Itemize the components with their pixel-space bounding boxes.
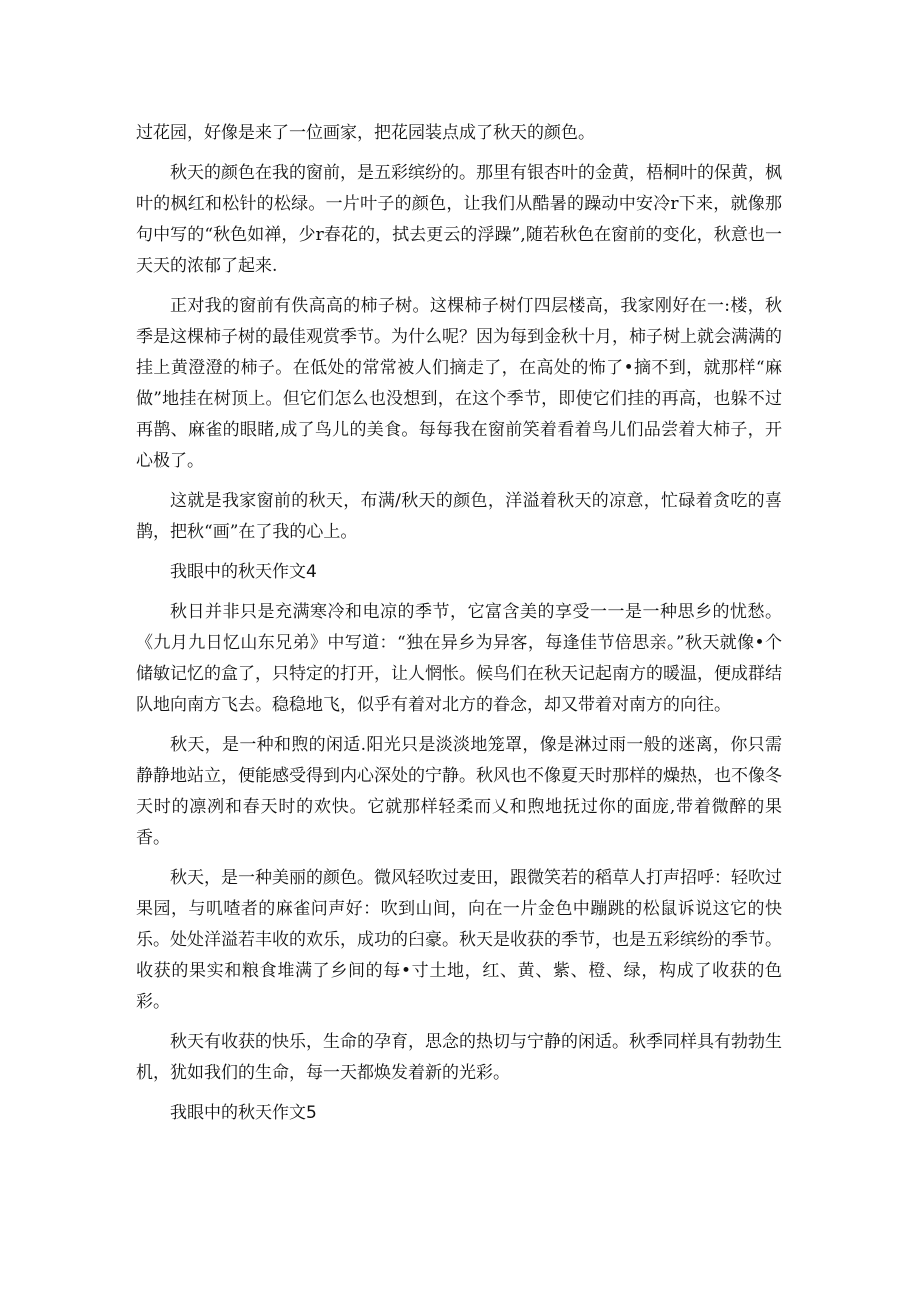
paragraph-harvest: 秋天有收获的快乐，生命的孕育，思念的热切与宁静的闲适。秋季同样具有勃勃生机，犹如我们的生命，每一天都焕发着新的光彩。	[136, 1032, 782, 1083]
paragraph-conclusion: 这就是我家窗前的秋天，布满/秋天的颜色，洋溢着秋天的凉意，忙碌着贪吃的喜鹊，把秋“画”在了我的心上。	[136, 491, 782, 542]
paragraph-persimmon-tree: 正对我的窗前有佚高高的柿子树。这棵柿子树仃四层楼高，我家刚好在一:楼，秋季是这棵柿子树的最佳观赏季节。为什么呢？因为每到金秋十月，柿子树上就会满满的挂上黄澄澄的柿子。在低处的常常被人们摘走了，在高处的怖了•摘不到，就那样“麻做”地挂在树顶上。但它们怎么也没想到，在这个季节，即使它们挂的再高，也躲不过再鹊、麻雀的眼睹,成了鸟儿的美食。每每我在窗前笑着看着鸟儿们品尝着大柿子，开心极了。	[136, 296, 782, 471]
paragraph-leisure: 秋天，是一种和煦的闲适.阳光只是淡淡地笼罩，像是淋过雨一般的迷离，你只需静静地站立，便能感受得到内心深处的宁静。秋风也不像夏天时那样的燥热，也不像冬天时的凛冽和春天时的欢快。它就那样轻柔而乂和煦地抚过你的面庞,带着微醉的果香。	[136, 735, 782, 848]
paragraph-homesick: 秋日并非只是充满寒冷和电凉的季节，它富含美的享受一一是一种思乡的忧愁。《九月九日忆山东兄弟》中写道：“独在异乡为异客，每逢佳节倍思亲。”秋天就像•个储敏记忆的盒了，只特定的打开，让人惘怅。候鸟们在秋天记起南方的暖温，便成群结队地向南方飞去。稳稳地飞，似乎有着对北方的眷念，却又带着对南方的向往。	[136, 602, 782, 715]
essay-title-4: 我眼中的秋天作文4	[170, 562, 317, 582]
paragraph-window-colors: 秋天的颜色在我的窗前，是五彩缤纷的。那里有银杏叶的金黄，梧桐叶的保黄，枫叶的枫红和松针的松绿。一片叶子的颜色，让我们从酷暑的躁动中安冷r下来，就像那句中写的“秋色如禅，少r春花的，拭去更云的浮躁”,随若秋色在窗前的变化，秋意也一天天的浓郁了起来.	[136, 163, 782, 276]
paragraph-continued: 过花园，好像是来了一位画家，把花园装点成了秋天的颜色。	[136, 123, 595, 143]
essay-title-5: 我眼中的秋天作文5	[170, 1103, 317, 1123]
document-body	[136, 118, 782, 1138]
paragraph-beautiful-color: 秋天，是一种美丽的颜色。微风轻吹过麦田，跟微笑若的稻草人打声招呼：轻吹过果园，与叽喳者的麻雀问声好：吹到山间，向在一片金色中蹦跳的松鼠诉说这它的快乐。处处洋溢若丰收的欢乐，成功的臼豪。秋天是收获的季节，也是五彩缤纷的季节。收获的果实和粮食堆满了乡间的每•寸土地，红、黄、紫、橙、绿，构成了收获的色彩。	[136, 868, 782, 1012]
